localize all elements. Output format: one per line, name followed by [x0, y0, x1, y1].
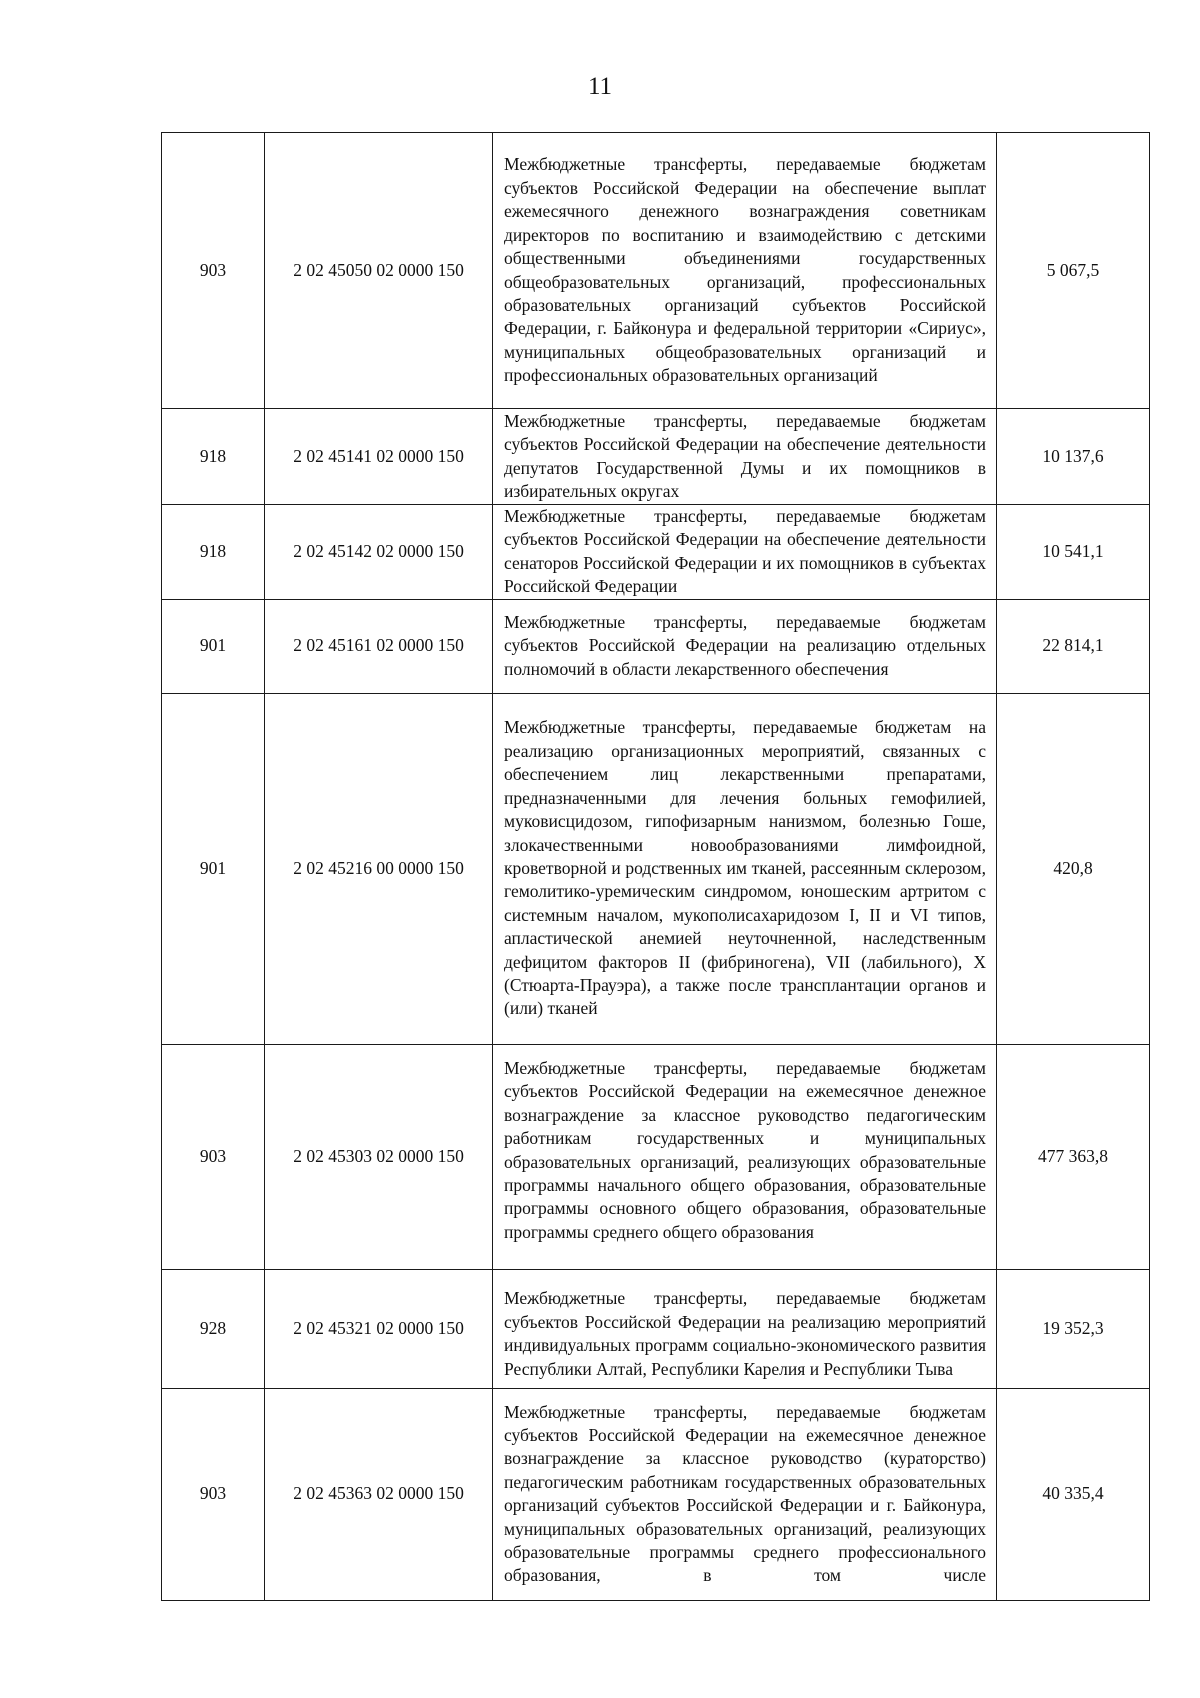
budget-classification-code-cell: 2 02 45216 00 0000 150 [265, 693, 493, 1044]
budget-classification-code-cell: 2 02 45321 02 0000 150 [265, 1269, 493, 1388]
budget-revenue-table [161, 132, 1150, 1601]
table-row [162, 693, 1150, 1044]
revenue-description-cell: Межбюджетные трансферты, передаваемые бюджетам субъектов Российской Федерации на обеспечение деятельности сенаторов Российской Федерации и их помощников в субъектах Российской Федерации [493, 505, 997, 600]
administrator-code-cell: 901 [162, 693, 265, 1044]
budget-classification-code-cell: 2 02 45142 02 0000 150 [265, 505, 493, 600]
amount-cell: 10 541,1 [997, 505, 1150, 600]
amount-cell: 420,8 [997, 693, 1150, 1044]
amount-cell: 5 067,5 [997, 133, 1150, 409]
budget-classification-code-cell: 2 02 45303 02 0000 150 [265, 1044, 493, 1269]
table-row [162, 133, 1150, 409]
amount-cell: 40 335,4 [997, 1388, 1150, 1600]
budget-classification-code-cell: 2 02 45161 02 0000 150 [265, 599, 493, 693]
table-row [162, 1269, 1150, 1388]
administrator-code-cell: 901 [162, 599, 265, 693]
administrator-code-cell: 903 [162, 133, 265, 409]
administrator-code-cell: 918 [162, 409, 265, 505]
revenue-description-cell: Межбюджетные трансферты, передаваемые бюджетам субъектов Российской Федерации на обеспечение выплат ежемесячного денежного вознаграждения советникам директоров по воспитанию и взаимодействию с детскими общественными объединениями государственных общеобразовательных организаций, профессиональных образовательных организаций субъектов Российской Федерации, г. Байконура и федеральной территории «Сириус», муниципальных общеобразовательных организаций и профессиональных образовательных организаций [493, 133, 997, 409]
table-row [162, 1388, 1150, 1600]
administrator-code-cell: 928 [162, 1269, 265, 1388]
budget-classification-code-cell: 2 02 45141 02 0000 150 [265, 409, 493, 505]
table-row [162, 1044, 1150, 1269]
table-row [162, 505, 1150, 600]
amount-cell: 10 137,6 [997, 409, 1150, 505]
amount-cell: 19 352,3 [997, 1269, 1150, 1388]
table-row [162, 599, 1150, 693]
amount-cell: 22 814,1 [997, 599, 1150, 693]
revenue-description-cell: Межбюджетные трансферты, передаваемые бюджетам субъектов Российской Федерации на ежемесячное денежное вознаграждение за классное руководство педагогическим работникам государственных и муниципальных образовательных организаций, реализующих образовательные программы начального общего образования, образовательные программы основного общего образования, образовательные программы среднего общего образования [493, 1044, 997, 1269]
revenue-description-cell: Межбюджетные трансферты, передаваемые бюджетам субъектов Российской Федерации на реализацию отдельных полномочий в области лекарственного обеспечения [493, 599, 997, 693]
revenue-description-cell: Межбюджетные трансферты, передаваемые бюджетам субъектов Российской Федерации на реализацию мероприятий индивидуальных программ социально-экономического развития Республики Алтай, Республики Карелия и Республики Тыва [493, 1269, 997, 1388]
page-number: 11 [587, 73, 613, 100]
amount-cell: 477 363,8 [997, 1044, 1150, 1269]
revenue-description-cell: Межбюджетные трансферты, передаваемые бюджетам субъектов Российской Федерации на ежемесячное денежное вознаграждение за классное руководство (кураторство) педагогическим работникам государственных образовательных организаций субъектов Российской Федерации и г. Байконура, муниципальных образовательных организаций, реализующих образовательные программы среднего профессионального образования, в том числе [493, 1388, 997, 1600]
revenue-description-cell: Межбюджетные трансферты, передаваемые бюджетам субъектов Российской Федерации на обеспечение деятельности депутатов Государственной Думы и их помощников в избирательных округах [493, 409, 997, 505]
administrator-code-cell: 903 [162, 1388, 265, 1600]
administrator-code-cell: 918 [162, 505, 265, 600]
administrator-code-cell: 903 [162, 1044, 265, 1269]
revenue-description-cell: Межбюджетные трансферты, передаваемые бюджетам на реализацию организационных мероприятий, связанных с обеспечением лиц лекарственными препаратами, предназначенными для лечения больных гемофилией, муковисцидозом, гипофизарным нанизмом, болезнью Гоше, злокачественными новообразованиями лимфоидной, кроветворной и родственных им тканей, рассеянным склерозом, гемолитико-уремическим синдромом, юношеским артритом с системным началом, мукополисахаридозом I, II и VI типов, апластической анемией неуточненной, наследственным дефицитом факторов II (фибриногена), VII (лабильного), X (Стюарта-Прауэра), а также после трансплантации органов и (или) тканей [493, 693, 997, 1044]
table-row [162, 409, 1150, 505]
budget-classification-code-cell: 2 02 45363 02 0000 150 [265, 1388, 493, 1600]
budget-classification-code-cell: 2 02 45050 02 0000 150 [265, 133, 493, 409]
